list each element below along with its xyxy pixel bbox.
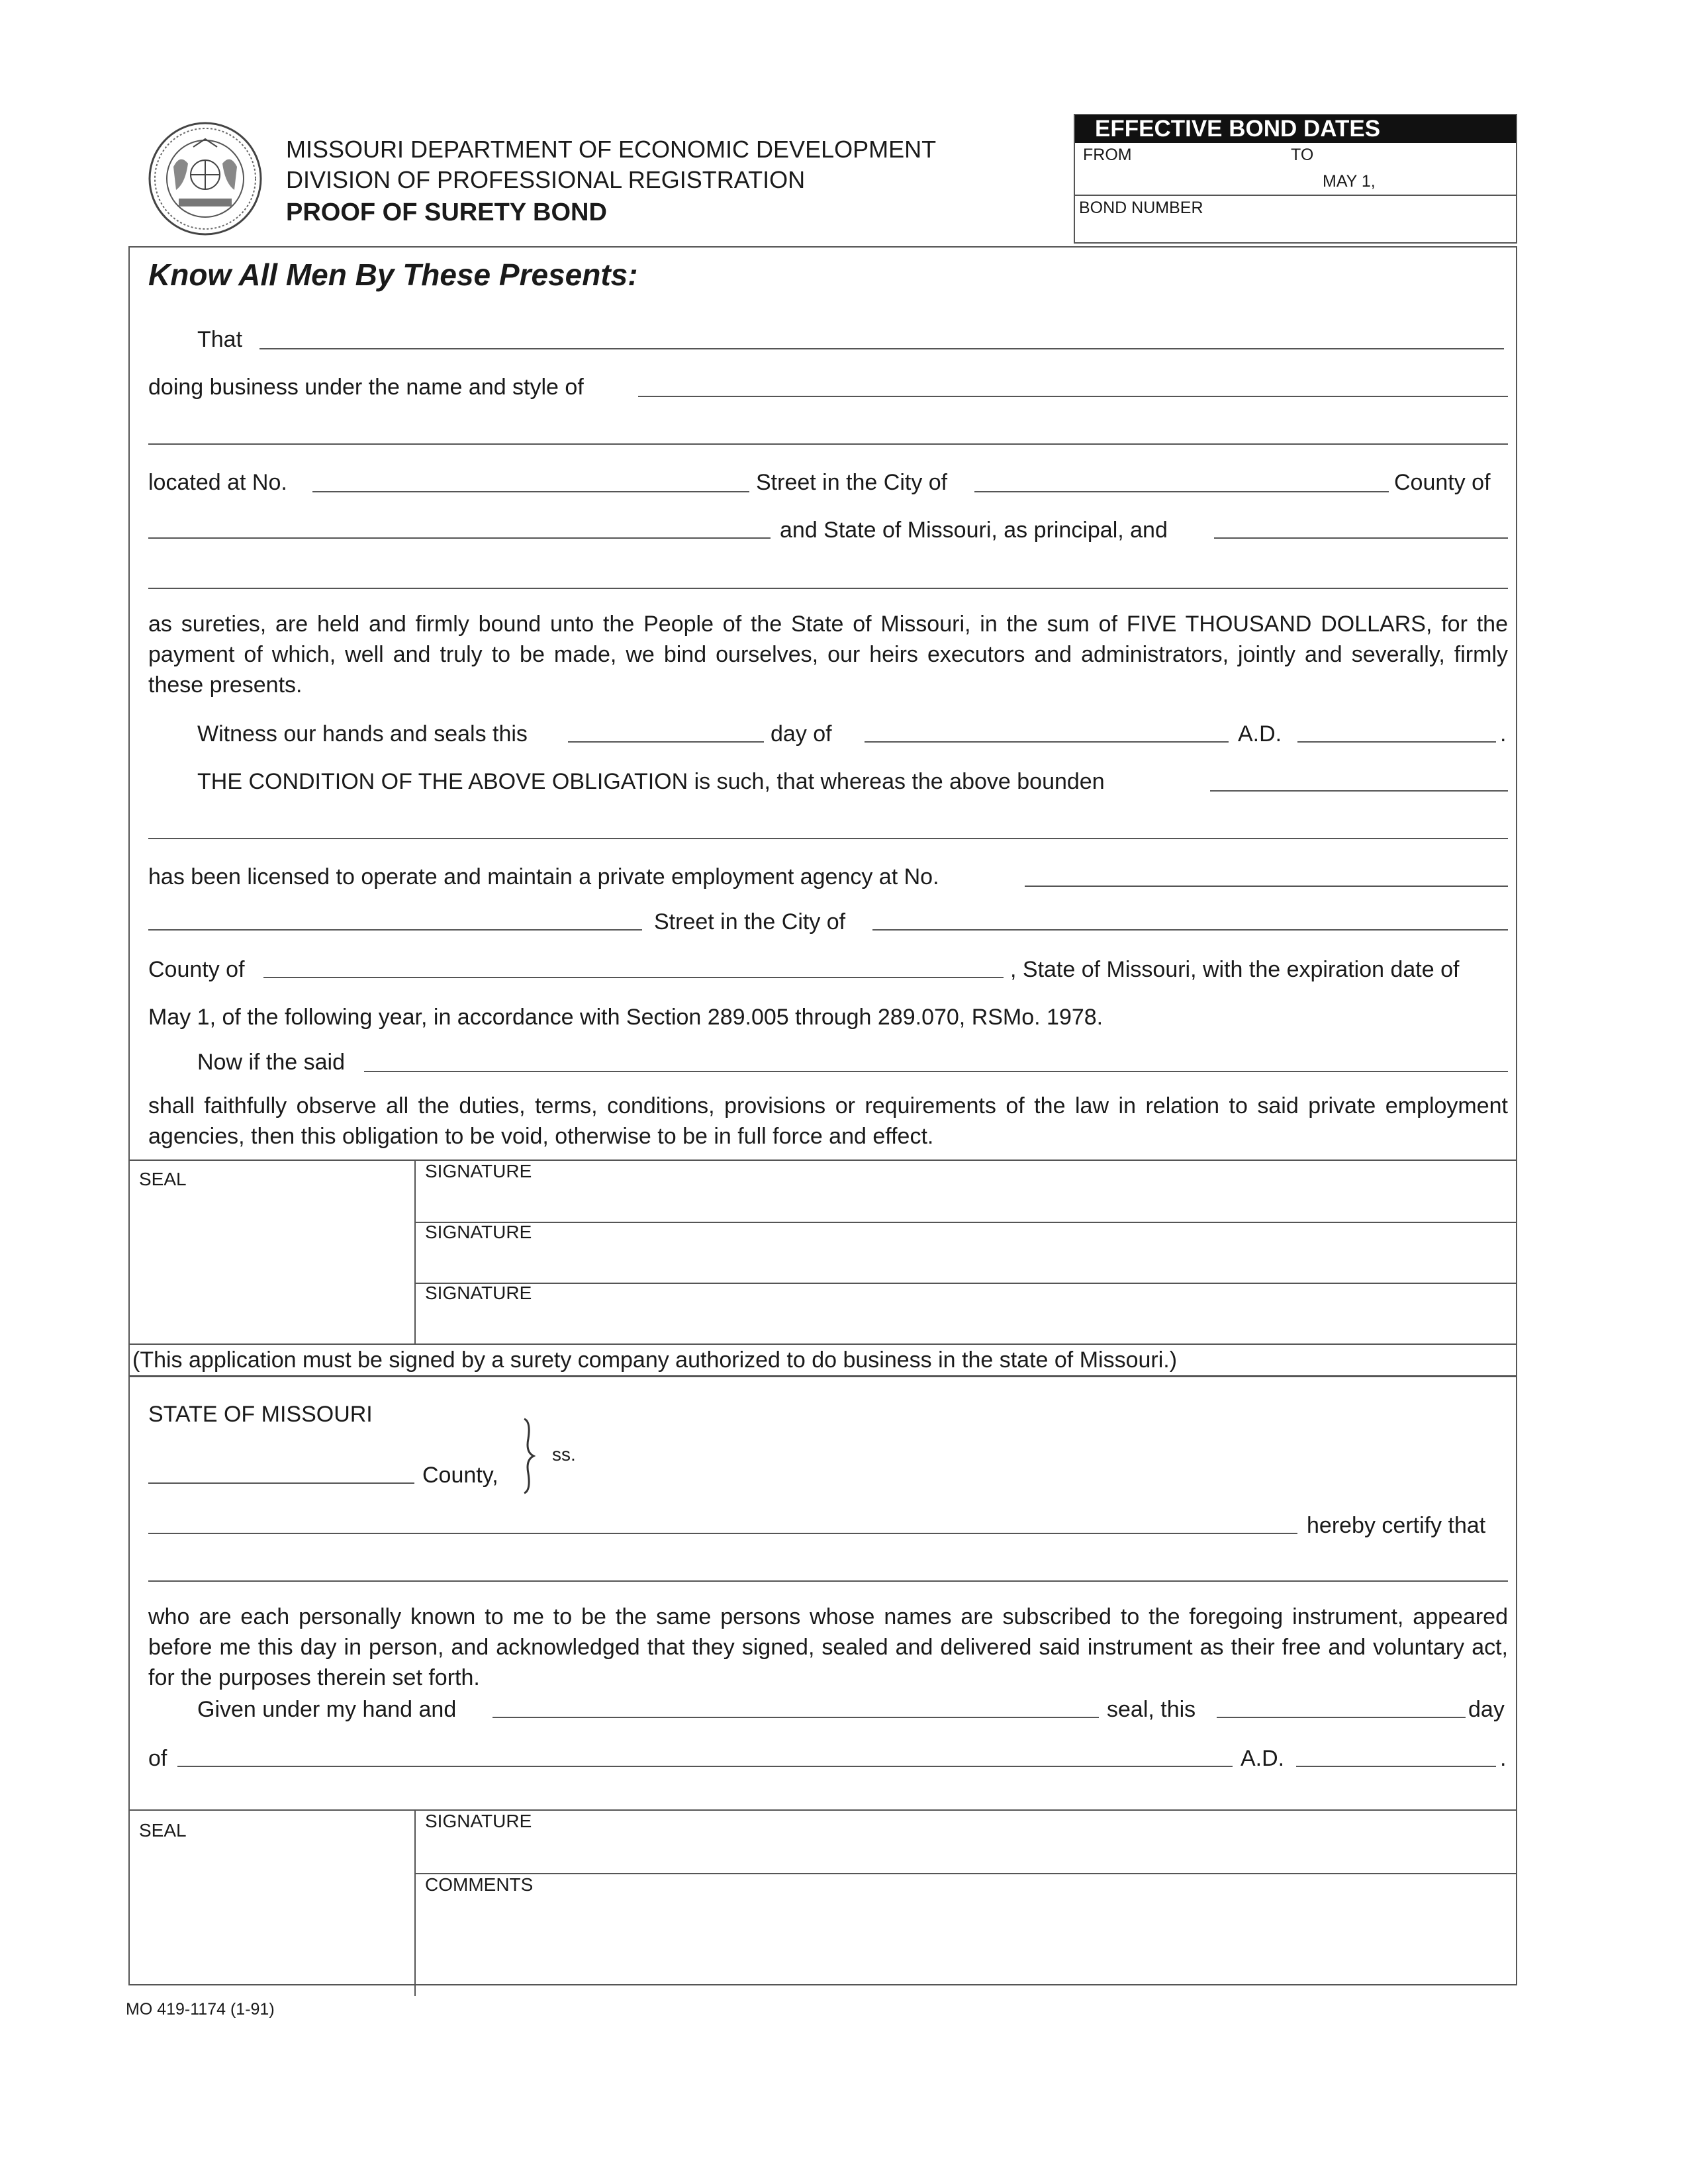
state-principal-label: and State of Missouri, as principal, and: [780, 518, 1168, 543]
signature-field-2[interactable]: [416, 1223, 1516, 1281]
bond-number-field[interactable]: [1075, 196, 1516, 244]
given-year-field[interactable]: [1296, 1766, 1496, 1767]
comments-field[interactable]: [416, 1876, 1516, 1983]
know-all-men-heading: Know All Men By These Presents:: [148, 257, 638, 292]
comments-divider: [414, 1873, 1517, 1874]
seal-this-label: seal, this: [1107, 1697, 1196, 1722]
bond-dates-title: EFFECTIVE BOND DATES: [1075, 115, 1516, 143]
surety-name-field-2[interactable]: [148, 588, 1508, 589]
notary-period: .: [1500, 1746, 1507, 1771]
notary-name-field[interactable]: [148, 1533, 1297, 1534]
bond-dates-box: [1074, 114, 1517, 244]
given-label: Given under my hand and: [197, 1697, 457, 1722]
surety-name-field[interactable]: [1214, 537, 1508, 539]
observe-paragraph: shall faithfully observe all the duties, terms, conditions, provisions or requirements of the law in relation to said private employment agencies, then this obligation to be void, otherwise to be in full force and effect.: [148, 1093, 1508, 1149]
state-of-missouri-label: STATE OF MISSOURI: [148, 1402, 373, 1427]
day-of-label: day of: [771, 721, 832, 747]
agency-city-field[interactable]: [872, 929, 1508, 931]
bond-number-label: BOND NUMBER: [1079, 199, 1203, 217]
witness-label: Witness our hands and seals this: [197, 721, 528, 747]
from-date-field[interactable]: [1075, 144, 1280, 195]
form-number: MO 419-1174 (1-91): [126, 2000, 275, 2019]
agency-county-label: County of: [148, 957, 245, 982]
certify-label: hereby certify that: [1307, 1513, 1486, 1538]
given-month-field[interactable]: [177, 1766, 1233, 1767]
sureties-paragraph: as sureties, are held and firmly bound unto the People of the State of Missouri, in the sum of FIVE THOUSAND DOLLARS, for the payment of which, well and truly to be made, we bind ourselves, our heirs executors and administrators, jointly and severally, firmly these presents.: [148, 612, 1508, 698]
said-name-field[interactable]: [364, 1071, 1508, 1072]
agency-street-field[interactable]: [148, 929, 642, 931]
from-label: FROM: [1083, 146, 1132, 164]
division-name: DIVISION OF PROFESSIONAL REGISTRATION: [286, 166, 806, 193]
street-number-field[interactable]: [312, 491, 749, 492]
known-paragraph: who are each personally known to me to be the same persons whose names are subscribed to the foregoing instrument, appeared before me this day in person, and acknowledged that they signed, sealed and delivered said instrument as their free and voluntary act, for the purposes therein set forth.: [148, 1604, 1508, 1690]
county-of-label: County of: [1394, 470, 1491, 495]
notary-section-top: [128, 1375, 1517, 1377]
ss-label: ss.: [552, 1444, 576, 1465]
witness-day-field[interactable]: [568, 741, 764, 743]
bounden-field-2[interactable]: [148, 838, 1508, 839]
notary-ad-label: A.D.: [1241, 1746, 1285, 1771]
signature-label-2: SIGNATURE: [425, 1222, 532, 1242]
signature-label-1: SIGNATURE: [425, 1161, 532, 1181]
business-name-field[interactable]: [638, 396, 1508, 397]
principal-name-field[interactable]: [259, 348, 1504, 349]
given-day-field[interactable]: [1217, 1717, 1466, 1718]
dba-label: doing business under the name and style of: [148, 375, 584, 400]
signature-label-3: SIGNATURE: [425, 1283, 532, 1303]
licensed-label: has been licensed to operate and maintain a private employment agency at No.: [148, 864, 939, 889]
given-hand-field[interactable]: [492, 1717, 1099, 1718]
witness-year-field[interactable]: [1297, 741, 1496, 743]
business-name-field-2[interactable]: [148, 443, 1508, 445]
that-label: That: [197, 327, 243, 352]
notary-county-field[interactable]: [148, 1482, 414, 1484]
surety-company-note: (This application must be signed by a surety company authorized to do business in the state of Missouri.): [132, 1347, 1178, 1373]
located-at-label: located at No.: [148, 470, 287, 495]
witness-period: .: [1500, 721, 1507, 747]
bottom-seal-label: SEAL: [139, 1820, 187, 1841]
brace-icon: [519, 1416, 539, 1496]
city-field[interactable]: [974, 491, 1389, 492]
seal-label: SEAL: [139, 1169, 187, 1189]
signature-field-3[interactable]: [416, 1284, 1516, 1342]
agency-county-field[interactable]: [263, 977, 1004, 978]
signature-field-1[interactable]: [416, 1161, 1516, 1220]
missouri-state-seal: [147, 120, 263, 237]
to-date-field[interactable]: [1287, 144, 1516, 195]
may-first-line: May 1, of the following year, in accordance with Section 289.005 through 289.070, RSMo. 1978.: [148, 1005, 1103, 1030]
notary-county-label: County,: [422, 1463, 498, 1488]
now-said-label: Now if the said: [197, 1050, 345, 1075]
agency-number-field[interactable]: [1025, 886, 1508, 887]
witness-month-field[interactable]: [865, 741, 1229, 743]
ad-label: A.D.: [1238, 721, 1282, 747]
department-name: MISSOURI DEPARTMENT OF ECONOMIC DEVELOPMENT: [286, 136, 937, 163]
county-field[interactable]: [148, 537, 771, 539]
notary-signature-label: SIGNATURE: [425, 1811, 532, 1831]
bounden-field[interactable]: [1210, 790, 1508, 792]
day-label: day: [1468, 1697, 1505, 1722]
form-title: PROOF OF SURETY BOND: [286, 199, 607, 226]
condition-label: THE CONDITION OF THE ABOVE OBLIGATION is such, that whereas the above bounden: [197, 769, 1105, 794]
comments-label: COMMENTS: [425, 1874, 534, 1895]
to-label: TO: [1291, 146, 1314, 164]
to-date-value: MAY 1,: [1323, 172, 1376, 191]
street-city-label-2: Street in the City of: [654, 909, 846, 934]
signature-block-bottom: [128, 1343, 1517, 1345]
notary-name-field-2[interactable]: [148, 1580, 1508, 1582]
of-label: of: [148, 1746, 167, 1771]
state-expiration-label: , State of Missouri, with the expiration date of: [1010, 957, 1460, 982]
street-city-label: Street in the City of: [756, 470, 948, 495]
notary-signature-field[interactable]: [416, 1811, 1516, 1872]
